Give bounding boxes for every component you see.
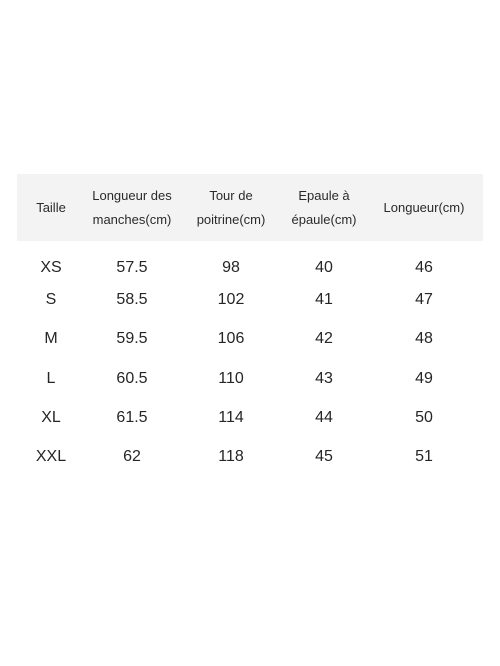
cell-chest: 110: [218, 369, 244, 387]
header-shoulder-width: Epaule à épaule(cm): [291, 187, 357, 227]
cell-size: M: [44, 330, 58, 348]
cell-chest: 114: [218, 408, 244, 426]
cell-size: XL: [41, 408, 61, 426]
table-row: [17, 280, 483, 319]
cell-sleeve-length: 58.5: [116, 290, 148, 308]
cell-chest: 98: [222, 258, 240, 276]
cell-length: 50: [415, 408, 433, 426]
cell-sleeve-length: 59.5: [116, 330, 148, 348]
cell-sleeve-length: 61.5: [116, 408, 148, 426]
header-chest: Tour de poitrine(cm): [196, 187, 266, 227]
table-row: [17, 241, 483, 280]
cell-shoulder-width: 41: [315, 290, 333, 308]
cell-size: XXL: [35, 448, 67, 466]
cell-length: 48: [415, 330, 433, 348]
cell-shoulder-width: 45: [315, 448, 333, 466]
cell-length: 47: [415, 290, 433, 308]
cell-sleeve-length: 57.5: [116, 258, 148, 276]
cell-chest: 106: [217, 330, 245, 348]
cell-chest: 102: [217, 290, 245, 308]
header-row: [17, 174, 483, 241]
size-chart-table: [17, 174, 483, 477]
table-row: [17, 398, 483, 437]
header-size: Taille: [36, 199, 66, 215]
size-chart-header: [17, 174, 483, 241]
cell-size: S: [45, 290, 57, 308]
cell-shoulder-width: 40: [315, 258, 333, 276]
size-chart-body: [17, 241, 483, 477]
table-row: [17, 359, 483, 398]
cell-length: 46: [415, 258, 433, 276]
table-row: [17, 320, 483, 359]
cell-length: 51: [415, 448, 433, 466]
cell-shoulder-width: 43: [315, 369, 333, 387]
cell-chest: 118: [218, 448, 244, 466]
cell-shoulder-width: 42: [315, 330, 333, 348]
cell-size: L: [46, 369, 56, 387]
cell-length: 49: [415, 369, 433, 387]
cell-size: XS: [40, 258, 62, 276]
header-length: Longueur(cm): [383, 199, 465, 215]
cell-sleeve-length: 62: [123, 448, 141, 466]
header-sleeve-length: Longueur des manches(cm): [92, 187, 172, 227]
table-row: [17, 437, 483, 476]
cell-shoulder-width: 44: [315, 408, 333, 426]
cell-sleeve-length: 60.5: [116, 369, 148, 387]
